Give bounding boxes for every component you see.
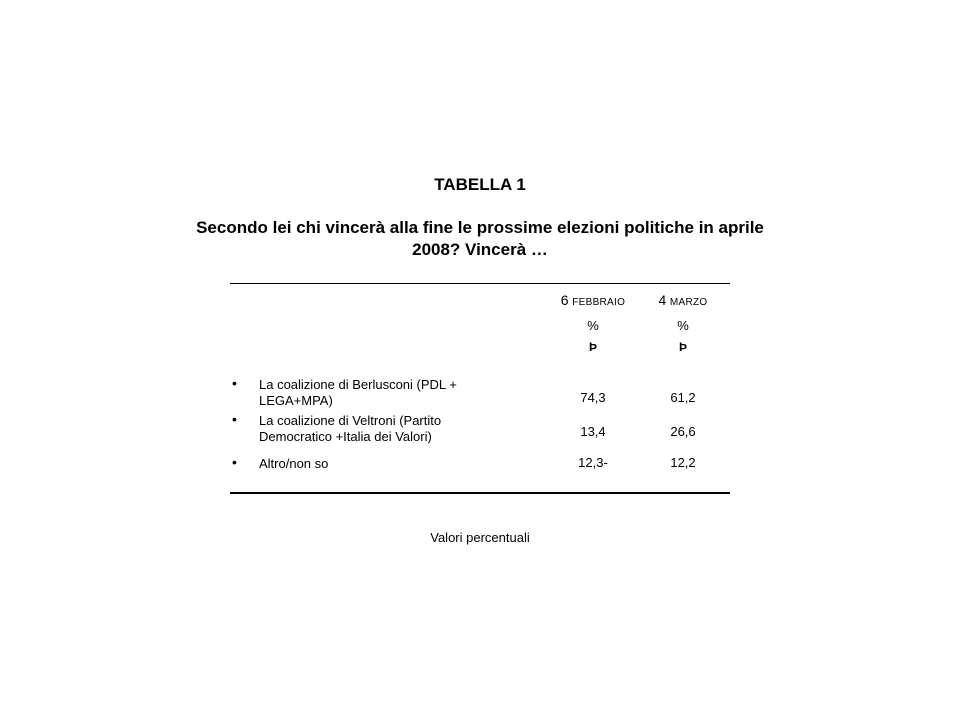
row-label-line: La coalizione di Veltroni (Partito (259, 413, 442, 428)
row-label-berlusconi (259, 377, 529, 409)
row-label-line: Altro/non so (259, 456, 329, 471)
value-altro-march: 12,2 (670, 455, 696, 470)
row-label-veltroni (259, 413, 529, 445)
table-bottom-rule (230, 492, 730, 494)
bullet-icon: • (232, 454, 237, 470)
row-label-line: LEGA+MPA) (259, 393, 333, 408)
column-header-day: 6 (560, 292, 569, 308)
unit-label-february: % (587, 318, 599, 333)
footnote: Valori percentuali (430, 530, 530, 545)
row-label-line: Democratico +Italia dei Valori) (259, 429, 432, 444)
value-veltroni-march: 26,6 (670, 424, 696, 439)
column-header-month: MARZO (669, 297, 708, 308)
column-header-day: 4 (658, 292, 667, 308)
survey-question (160, 217, 800, 261)
unit-label-march: % (677, 318, 689, 333)
column-header-march (633, 292, 733, 308)
value-altro-february: 12,3- (578, 455, 608, 470)
value-veltroni-february: 13,4 (580, 424, 606, 439)
question-line-1: Secondo lei chi vincerà alla fine le prossime elezioni politiche in aprile (196, 218, 764, 237)
column-header-february (543, 292, 643, 308)
row-label-line: La coalizione di Berlusconi (PDL + (259, 377, 457, 392)
table-top-rule (230, 283, 730, 284)
bullet-icon: • (232, 411, 237, 427)
column-header-month: FEBBRAIO (572, 297, 626, 308)
arrow-symbol-icon: Þ (588, 340, 597, 354)
value-berlusconi-march: 61,2 (670, 390, 696, 405)
table-title: TABELLA 1 (434, 175, 526, 194)
arrow-symbol-icon: Þ (678, 340, 687, 354)
row-label-altro (259, 456, 529, 472)
value-berlusconi-february: 74,3 (580, 390, 606, 405)
question-line-2: 2008? Vincerà … (412, 240, 548, 259)
bullet-icon: • (232, 375, 237, 391)
